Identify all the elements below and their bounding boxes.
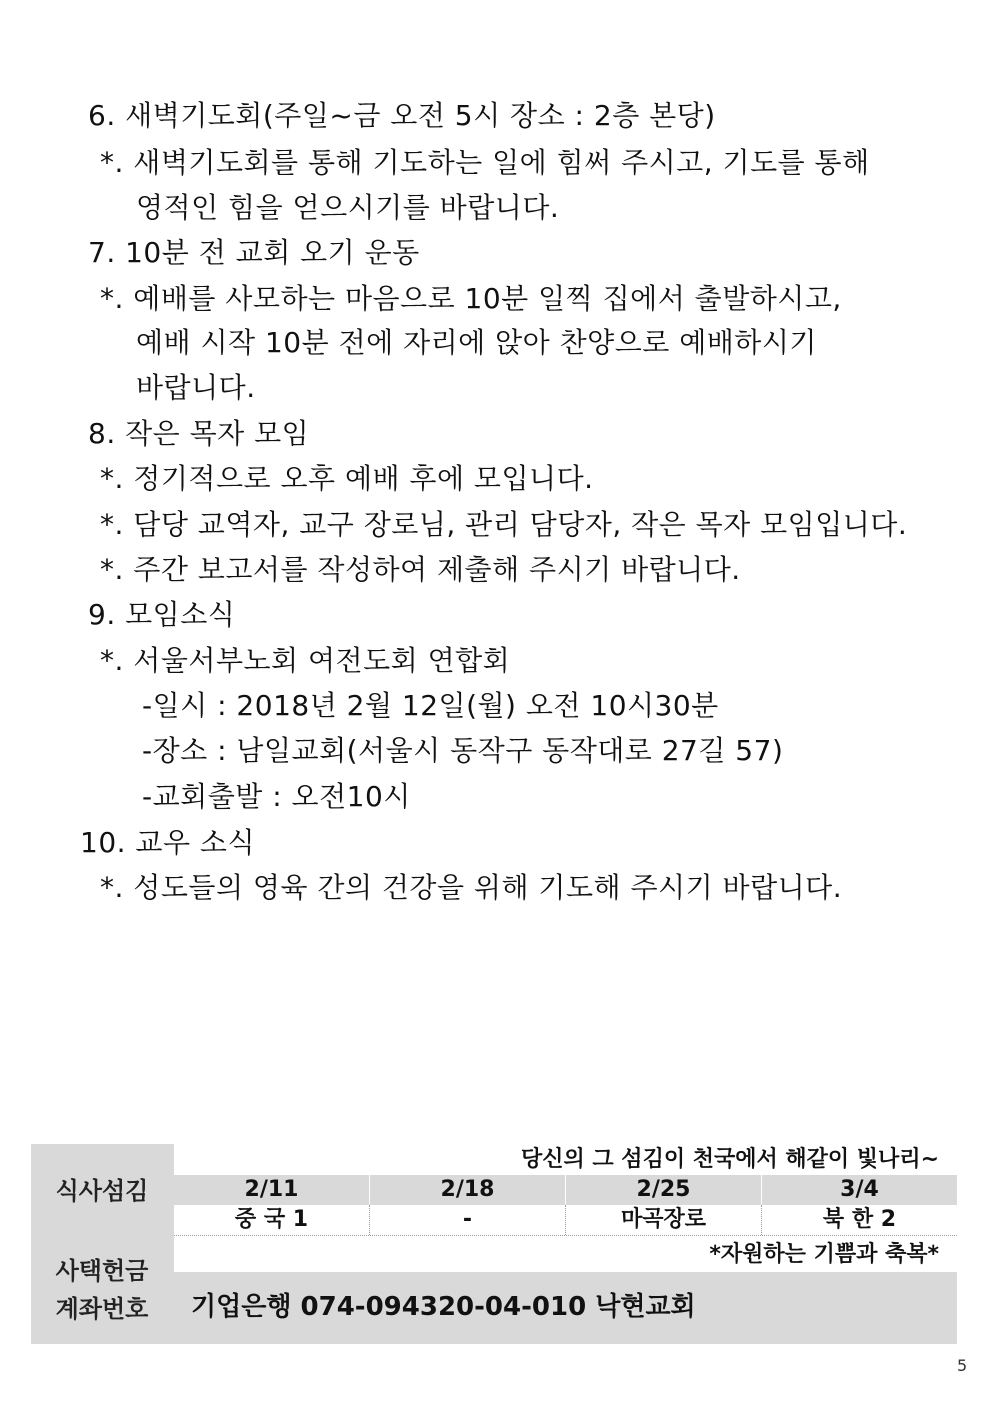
serving-date: 3/4 [840,1177,879,1202]
serving-team: - [370,1205,566,1235]
account-value: 기업은행 074-094320-04-010 낙현교회 [191,1292,696,1322]
item-8-detail-1: *. 정기적으로 오후 예배 후에 모입니다. [100,462,594,495]
serving-date: 2/25 [566,1175,762,1205]
offering-note: *자원하는 기쁨과 축복* [709,1242,939,1267]
item-8-detail-2: *. 담당 교역자, 교구 장로님, 관리 담당자, 작은 목자 모임입니다. [100,508,908,541]
serving-table [31,1144,957,1344]
serving-date: 2/18 [370,1175,566,1205]
item-9-heading: 9. 모임소식 [88,598,236,631]
page-number: 5 [957,1356,968,1375]
item-9-place: -장소 : 남일교회(서울시 동작구 동작대로 27길 57) [142,734,784,767]
item-7-detail: *. 예배를 사모하는 마음으로 10분 일찍 집에서 출발하시고, [100,282,842,315]
item-6-heading: 6. 새벽기도회(주일~금 오전 5시 장소 : 2층 본당) [88,99,716,132]
serving-label: 식사섬김 [55,1177,149,1205]
item-8-heading: 8. 작은 목자 모임 [88,417,310,450]
item-7-detail-cont: 예배 시작 10분 전에 자리에 앉아 찬양으로 예배하시기 [136,326,817,359]
item-9-detail: *. 서울서부노회 여전도회 연합회 [100,644,511,677]
item-10-detail: *. 성도들의 영육 간의 건강을 위해 기도해 주시기 바랍니다. [100,871,843,904]
item-6-detail-cont: 영적인 힘을 얻으시기를 바랍니다. [136,191,560,224]
serving-teams-row [174,1205,957,1236]
serving-team: 중 국 1 [174,1205,370,1235]
item-7-detail-cont-2: 바랍니다. [136,371,256,404]
item-10-heading: 10. 교우 소식 [80,826,256,859]
item-8-detail-3: *. 주간 보고서를 작성하여 제출해 주시기 바랍니다. [100,553,741,586]
serving-date: 2/11 [174,1175,370,1205]
offering-label: 사택헌금 [55,1257,149,1285]
item-6-detail: *. 새벽기도회를 통해 기도하는 일에 힘써 주시고, 기도를 통해 [100,146,870,179]
item-7-heading: 7. 10분 전 교회 오기 운동 [88,236,420,269]
item-9-departure: -교회출발 : 오전10시 [142,780,411,813]
serving-slogan: 당신의 그 섬김이 천국에서 해같이 빛나리~ [520,1147,939,1172]
item-9-date: -일시 : 2018년 2월 12일(월) 오전 10시30분 [142,689,719,722]
serving-dates-row [174,1175,957,1205]
serving-team: 북 한 2 [822,1207,897,1232]
account-label: 계좌번호 [55,1295,149,1323]
serving-team: 마곡장로 [566,1205,762,1235]
